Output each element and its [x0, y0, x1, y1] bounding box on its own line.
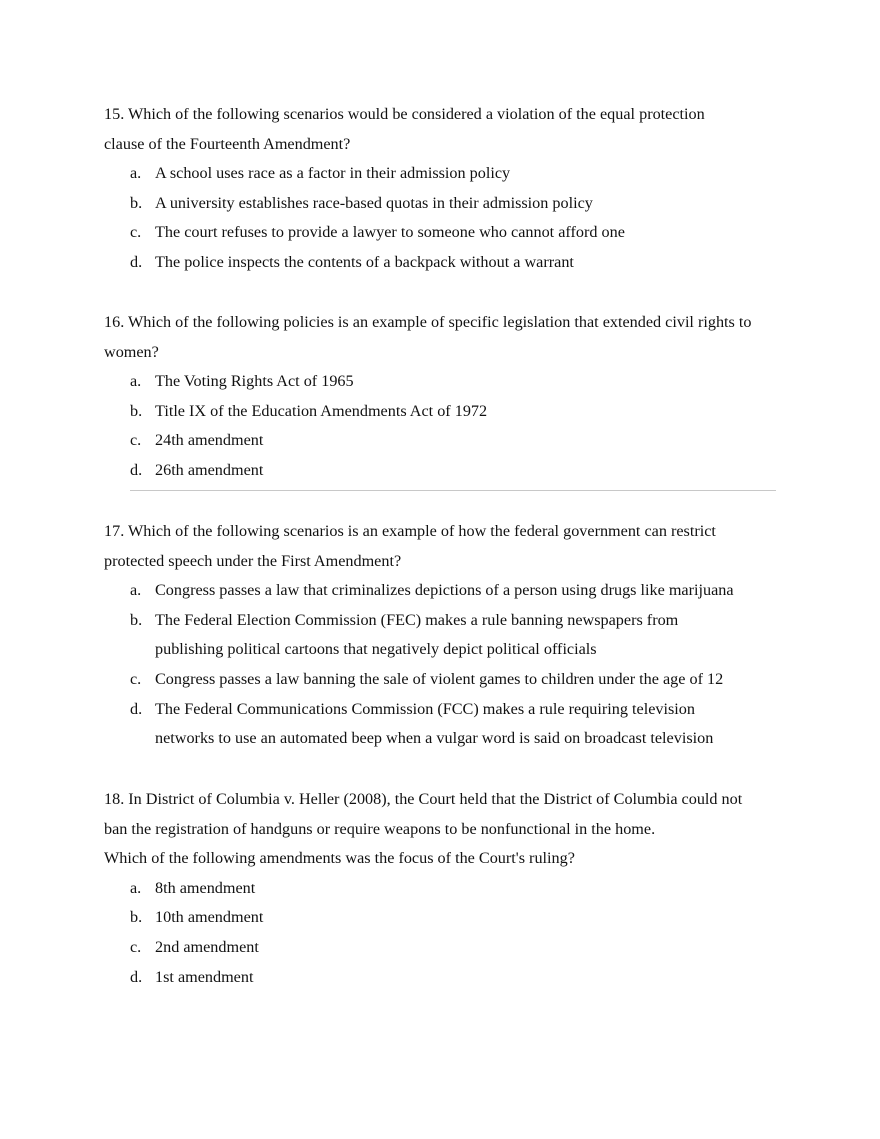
option-line: 2nd amendment: [155, 937, 259, 956]
option-b: [104, 189, 784, 219]
option-text: [155, 367, 784, 397]
option-c: [104, 218, 784, 248]
option-text: [155, 903, 784, 933]
option-d: [104, 695, 784, 754]
option-a: [104, 576, 784, 606]
option-letter: d.: [130, 967, 143, 986]
option-b: [104, 397, 784, 427]
question-15: [104, 100, 784, 278]
option-letter: b.: [130, 610, 143, 629]
answer-options: [104, 159, 784, 277]
question-line: 17. Which of the following scenarios is an example of how the federal government can restrict: [104, 522, 716, 540]
option-text: [155, 426, 784, 456]
option-letter: c.: [130, 431, 142, 450]
question-line: 18. In District of Columbia v. Heller (2008), the Court held that the District of Columbia could not: [104, 790, 743, 808]
option-letter: a.: [130, 164, 142, 183]
option-line: networks to use an automated beep when a vulgar word is said on broadcast television: [155, 729, 714, 748]
option-letter: b.: [130, 401, 143, 420]
option-text: [155, 665, 784, 695]
option-b: [104, 903, 784, 933]
option-text: [155, 606, 784, 665]
option-letter: c.: [130, 937, 142, 956]
question-line: clause of the Fourteenth Amendment?: [104, 134, 351, 153]
question-text: [104, 517, 784, 576]
option-text: [155, 248, 784, 278]
option-line: The police inspects the contents of a backpack without a warrant: [155, 252, 574, 271]
option-letter: a.: [130, 878, 142, 897]
question-18: [104, 785, 784, 992]
question-17: [104, 517, 784, 754]
answer-options: [104, 367, 784, 485]
question-line: women?: [104, 342, 159, 361]
option-d: [104, 456, 784, 486]
question-text: [104, 100, 784, 159]
option-letter: d.: [130, 460, 143, 479]
option-letter: c.: [130, 669, 142, 688]
option-letter: b.: [130, 908, 143, 927]
option-text: [155, 874, 784, 904]
option-line: A school uses race as a factor in their admission policy: [155, 164, 511, 183]
option-line: Congress passes a law that criminalizes depictions of a person using drugs like marijuana: [155, 581, 734, 600]
question-line: 16. Which of the following policies is an example of specific legislation that extended civil rights to: [104, 313, 752, 331]
option-text: [155, 576, 784, 606]
option-d: [104, 963, 784, 993]
option-letter: a.: [130, 372, 142, 391]
question-line: Which of the following amendments was the focus of the Court's ruling?: [104, 849, 575, 868]
option-text: [155, 933, 784, 963]
option-b: [104, 606, 784, 665]
option-line: 10th amendment: [155, 908, 264, 927]
option-line: Title IX of the Education Amendments Act of 1972: [155, 401, 488, 420]
question-line: 15. Which of the following scenarios would be considered a violation of the equal protection: [104, 105, 705, 123]
option-a: [104, 159, 784, 189]
option-text: [155, 397, 784, 427]
question-text: [104, 308, 784, 367]
option-text: [155, 159, 784, 189]
option-line: The Voting Rights Act of 1965: [155, 372, 354, 391]
option-line: The court refuses to provide a lawyer to someone who cannot afford one: [155, 223, 625, 242]
option-letter: a.: [130, 581, 142, 600]
option-d: [104, 248, 784, 278]
option-c: [104, 665, 784, 695]
option-line: The Federal Election Commission (FEC) makes a rule banning newspapers from: [155, 610, 679, 629]
option-text: [155, 963, 784, 993]
option-a: [104, 367, 784, 397]
option-line: The Federal Communications Commission (FCC) makes a rule requiring television: [155, 699, 695, 718]
option-letter: b.: [130, 193, 143, 212]
option-line: 24th amendment: [155, 431, 264, 450]
option-line: Congress passes a law banning the sale of violent games to children under the age of 12: [155, 669, 724, 688]
option-a: [104, 874, 784, 904]
question-text: [104, 785, 784, 874]
option-line: A university establishes race-based quotas in their admission policy: [155, 193, 593, 212]
option-line: 1st amendment: [155, 967, 254, 986]
option-letter: d.: [130, 699, 143, 718]
option-text: [155, 456, 784, 486]
answer-options: [104, 874, 784, 992]
option-letter: d.: [130, 252, 143, 271]
option-c: [104, 426, 784, 456]
option-line: 8th amendment: [155, 878, 256, 897]
option-letter: c.: [130, 223, 142, 242]
answer-options: [104, 576, 784, 754]
option-c: [104, 933, 784, 963]
question-line: ban the registration of handguns or require weapons to be nonfunctional in the home.: [104, 819, 656, 838]
option-text: [155, 218, 784, 248]
section-divider: [130, 490, 776, 491]
question-line: protected speech under the First Amendment?: [104, 551, 402, 570]
option-text: [155, 695, 784, 754]
question-16: [104, 308, 784, 486]
option-text: [155, 189, 784, 219]
option-line: publishing political cartoons that negatively depict political officials: [155, 640, 597, 659]
option-line: 26th amendment: [155, 460, 264, 479]
